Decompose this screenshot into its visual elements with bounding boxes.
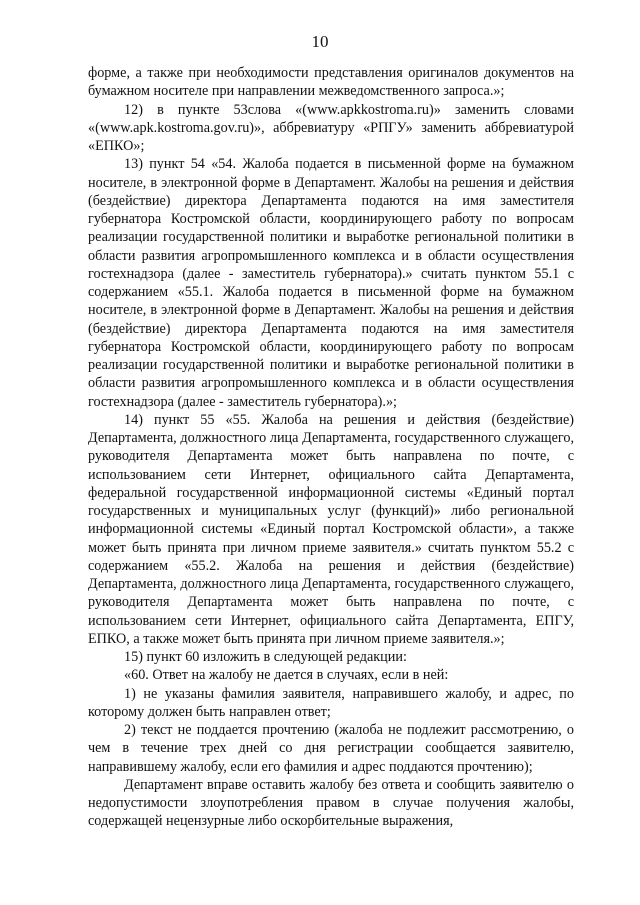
paragraph-department: Департамент вправе оставить жалобу без ответа и сообщить заявителю о недопустимости злоупотребления правом в случае получения жалобы, содержащей нецензурные либо оскорбительные выражения, [88, 776, 574, 830]
paragraph-item-15: 15) пункт 60 изложить в следующей редакции: [124, 649, 407, 665]
page-number: 10 [311, 32, 329, 51]
paragraph-item-13: 13) пункт 54 «54. Жалоба подается в письменной форме на бумажном носителе, в электронной форме в Департамент. Жалобы на решения и действия (бездействие) директора Департамента подаются на имя заместителя губернатора Костромской области, координирующего работу по вопросам реализации государственной политики и выработке региональной политики в области развития агропромышленного комплекса и в области осуществления гостехнадзора (далее - заместитель губернатора).» считать пунктом 55.1 с содержанием «55.1. Жалоба подается в письменной форме на бумажном носителе, в электронной форме в Департамент. Жалобы на решения и действия (бездействие) директора Департамента подаются на имя заместителя губернатора Костромской области, координирующего работу по вопросам реализации государственной политики и выработке региональной политики в области развития агропромышленного комплекса и в области осуществления гостехнадзора (далее - заместитель губернатора).»; [88, 156, 574, 410]
paragraph-subitem-1: 1) не указаны фамилия заявителя, направившего жалобу, и адрес, по которому должен быть направлен ответ; [88, 685, 574, 720]
paragraph-clause-60: «60. Ответ на жалобу не дается в случаях, если в ней: [124, 667, 449, 684]
paragraph-item-14: 14) пункт 55 «55. Жалоба на решения и действия (бездействие) Департамента, должностного лица Департамента, государственного служащего, руководителя Департамента может быть направлена по почте, с использованием сети Интернет, официального сайта Департамента, федеральной государственной информационной системы «Единый портал государственных и муниципальных услуг (функций)» либо региональной информационной системы «Единый портал Костромской области», а также может быть принята при личном приеме заявителя.» считать пунктом 55.2 с содержанием «55.2. Жалоба на решения и действия (бездействие) Департамента, должностного лица Департамента, государственного служащего, руководителя Департамента может быть направлена по почте, с использованием сети Интернет, официального сайта Департамента, ЕПГУ, ЕПКО, а также может быть принята при личном приеме заявителя.»; [88, 411, 574, 647]
paragraph: форме, а также при необходимости представления оригиналов документов на бумажном носителе при направлении межведомственного запроса.»; [88, 65, 574, 100]
document-body [88, 64, 574, 831]
paragraph-subitem-2: 2) текст не поддается прочтению (жалоба не подлежит рассмотрению, о чем в течение трех дней со дня регистрации сообщается заявителю, направившему жалобу, если его фамилия и адрес поддаются прочтению); [88, 722, 574, 775]
paragraph-item-12: 12) в пункте 53слова «(www.apkkostroma.ru)» заменить словами «(www.apk.kostroma.gov.ru)», аббревиатуру «РПГУ» заменить аббревиатурой «ЕПКО»; [88, 101, 574, 154]
